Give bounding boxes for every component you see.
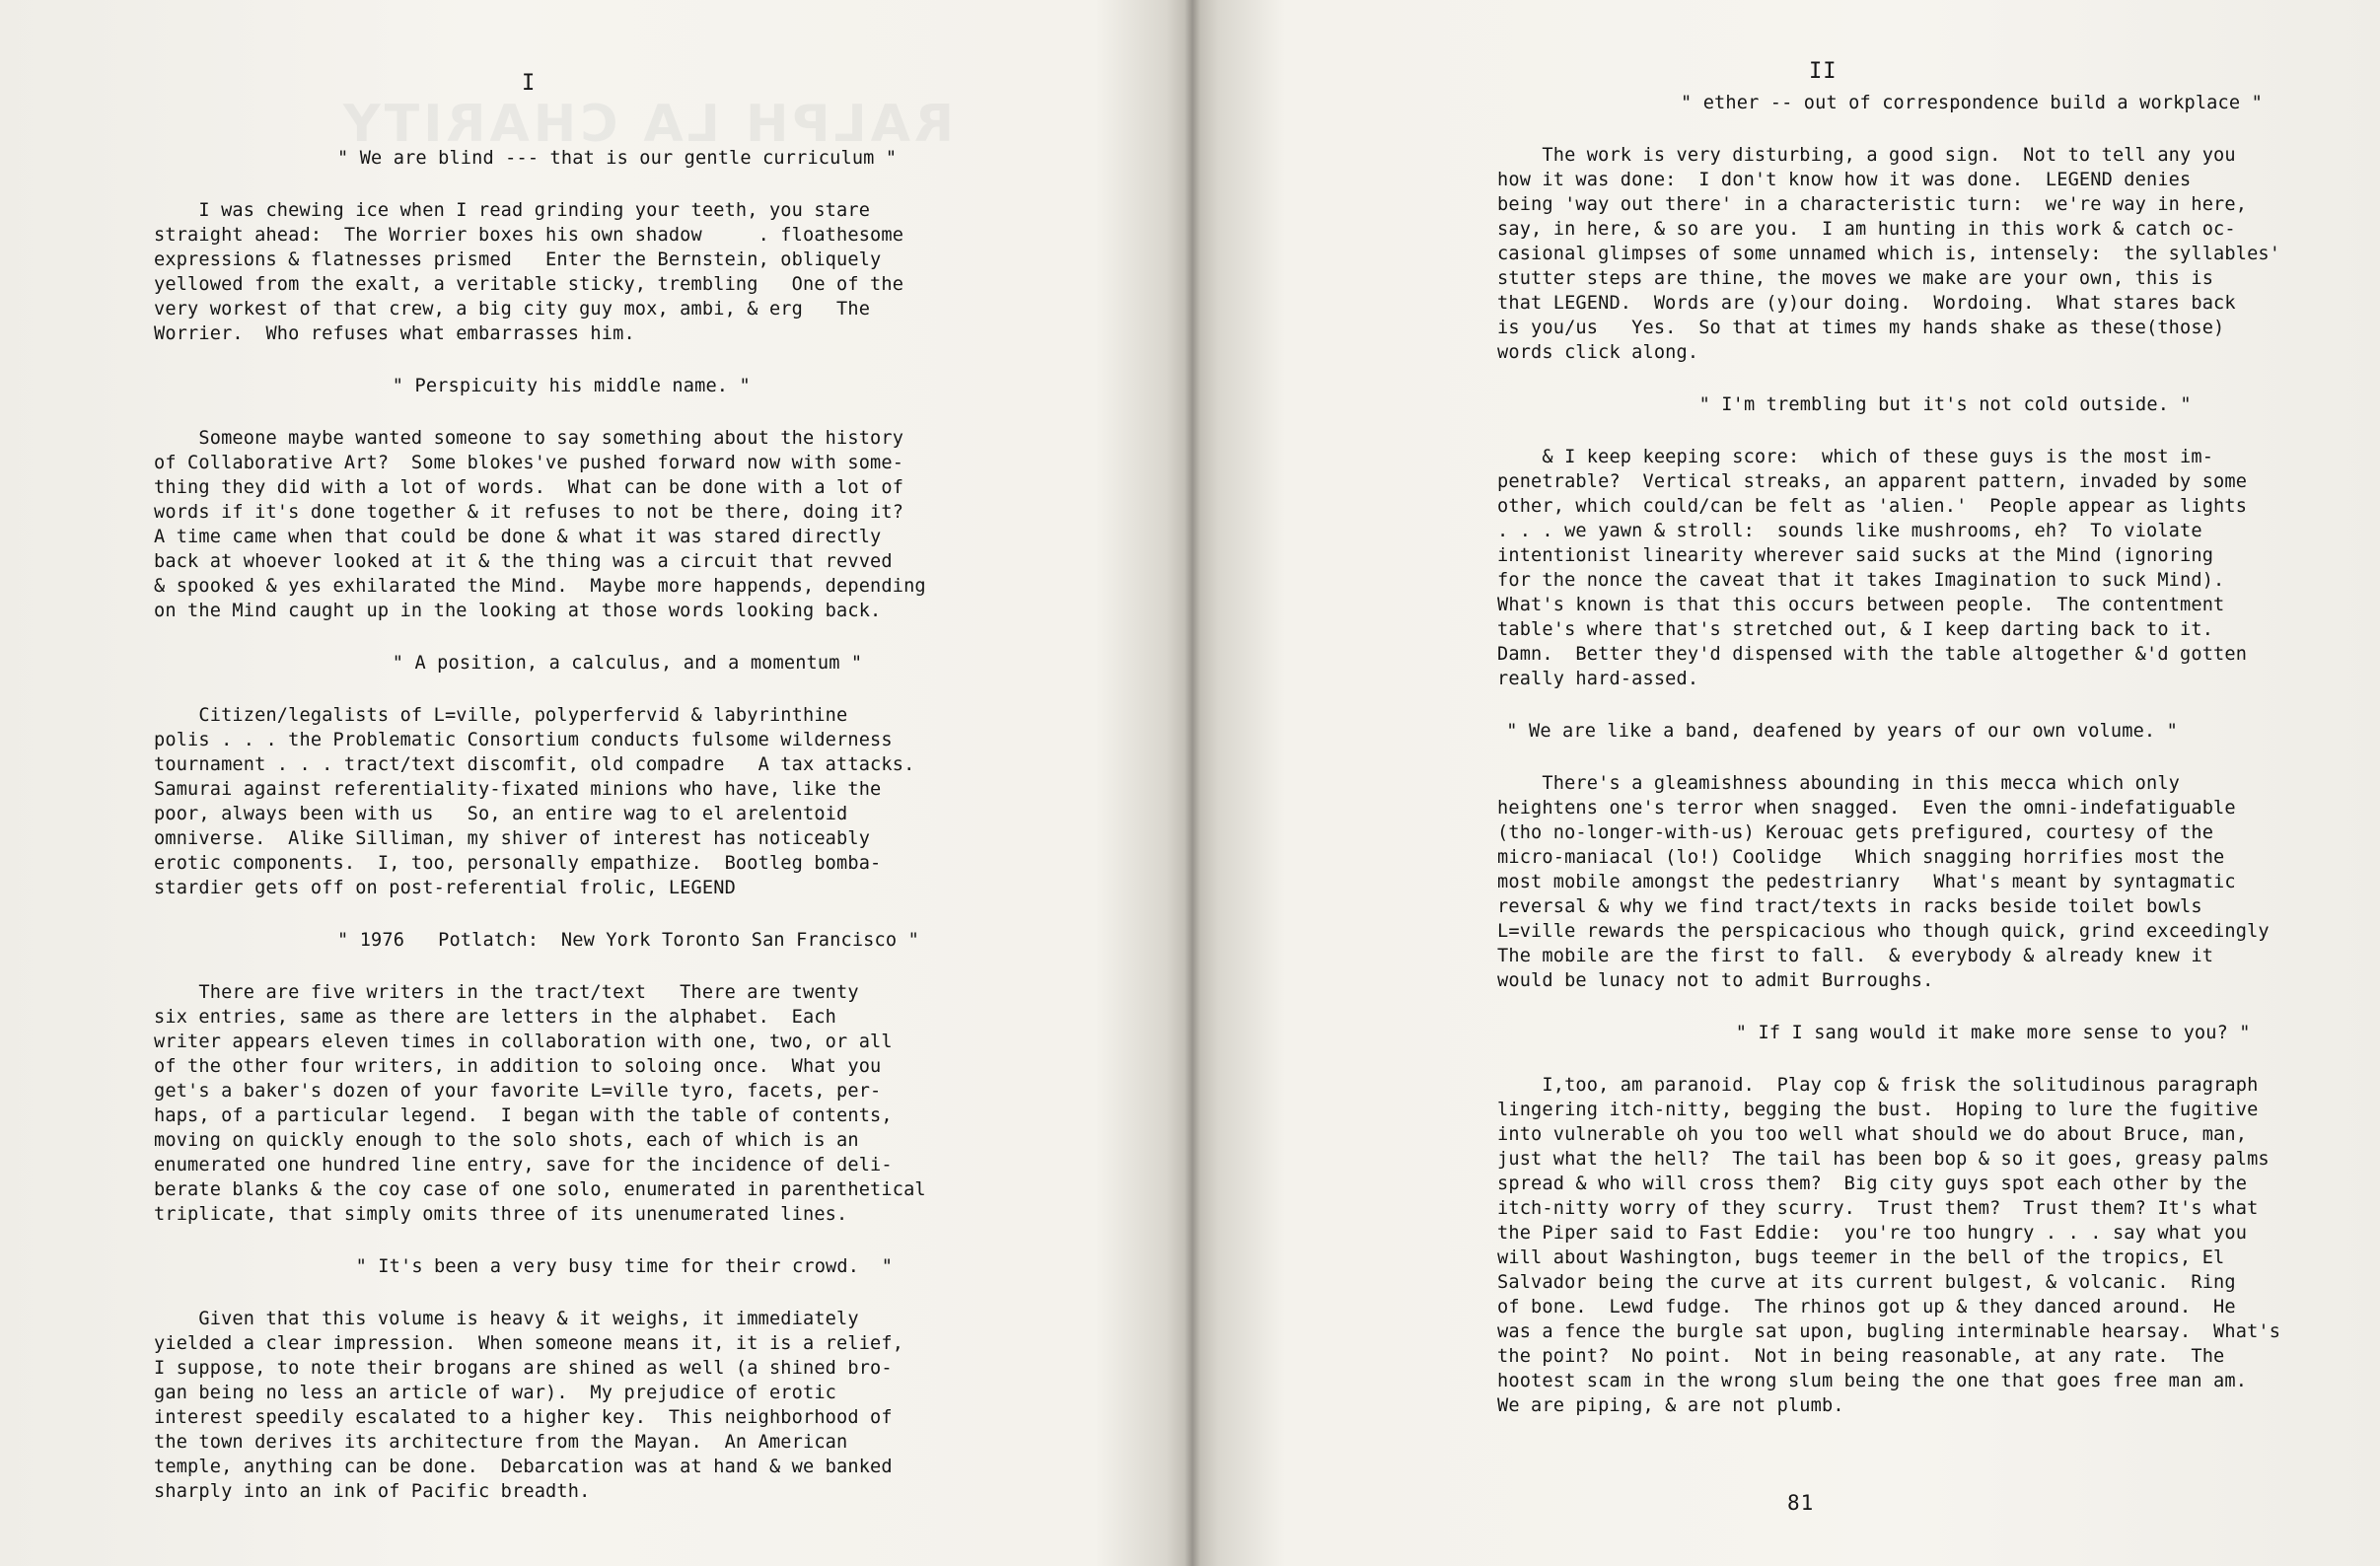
text-line: would be lunacy not to admit Burroughs. [1497,970,1934,991]
text-line: Damn. Better they'd dispensed with the table altogether &'d gotten [1497,644,2248,665]
text-line: moving on quickly enough to the solo shots, each of which is an [154,1130,859,1151]
text-line: gan being no less an article of war). My prejudice of erotic [154,1383,837,1403]
paragraph-gap [1497,115,2365,143]
text-line: What's known is that this occurs between people. The contentment [1497,595,2225,615]
text-line: sharply into an ink of Pacific breadth. [154,1481,591,1502]
text-line: & spooked & yes exhilarated the Mind. Maybe more happends, depending [154,576,926,597]
paragraph-gap [1497,365,2365,392]
paragraph-gap [154,398,1022,426]
text-line: penetrable? Vertical streaks, an apparent pattern, invaded by some [1497,471,2248,492]
text-line: yellowed from the exalt, a veritable sticky, trembling One of the [154,274,904,295]
text-line: casional glimpses of some unnamed which is, intensely: the syllables' [1497,244,2281,264]
text-line: Citizen/legalists of L=ville, polyperfervid & labyrinthine [154,705,848,726]
text-line: yielded a clear impression. When someone means it, it is a relief, [154,1333,904,1354]
text-line: triplicate, that simply omits three of its unenumerated lines. [154,1204,848,1225]
text-line: words if it's done together & it refuses to not be there, doing it? [154,502,904,523]
page-folio: 81 [1787,1491,1815,1515]
text-line: micro-maniacal (lo!) Coolidge Which snagging horrifies most the [1497,847,2225,868]
paragraph-gap [154,900,1022,928]
text-line: expressions & flatnesses prismed Enter the Bernstein, obliquely [154,249,882,270]
text-line: the town derives its architecture from the Mayan. An American [154,1432,848,1453]
text-line: Worrier. Who refuses what embarrasses him. [154,323,635,344]
text-line: (tho no-longer-with-us) Kerouac gets prefigured, courtesy of the [1497,822,2214,843]
paragraph-gap [154,171,1022,198]
right-page-text [1497,93,2365,1418]
paragraph-gap [1497,691,2365,719]
section-epigraph: " If I sang would it make more sense to you? " [1735,1023,2251,1043]
text-line: A time came when that could be done & what it was stared directly [154,527,882,547]
text-line: for the nonce the caveat that it takes Imagination to suck Mind). [1497,570,2225,591]
text-line: spread & who will cross them? Big city guys spot each other by the [1497,1174,2248,1194]
left-page-number: I [522,71,537,96]
text-line: really hard-assed. [1497,669,1699,689]
bleed-through-text: RALPH LA CHARITY [339,95,955,154]
section-epigraph: " We are blind --- that is our gentle curriculum " [337,148,898,169]
text-line: intentionist linearity wherever said sucks at the Mind (ignoring [1497,545,2214,566]
section-epigraph: " ether -- out of correspondence build a workplace " [1681,93,2263,113]
text-line: We are piping, & are not plumb. [1497,1395,1844,1416]
text-line: & I keep keeping score: which of these guys is the most im- [1497,447,2214,467]
section-epigraph: " We are like a band, deafened by years of our own volume. " [1506,721,2178,742]
text-line: other, which could/can be felt as 'alien.' People appear as lights [1497,496,2248,517]
text-line: of bone. Lewd fudge. The rhinos got up & they danced around. He [1497,1297,2236,1317]
text-line: get's a baker's dozen of your favorite L=ville tyro, facets, per- [154,1081,882,1102]
section-epigraph: " I'm trembling but it's not cold outside. " [1698,394,2192,415]
left-page-text [154,146,1022,1504]
text-line: the Piper said to Fast Eddie: you're too hungry . . . say what you [1497,1223,2248,1244]
paragraph-gap [154,676,1022,703]
paragraph-gap [154,1227,1022,1254]
text-line: The work is very disturbing, a good sign. Not to tell any you [1497,145,2236,166]
paragraph-gap [154,623,1022,651]
text-line: that LEGEND. Words are (y)our doing. Wordoing. What stares back [1497,293,2236,314]
text-line: There are five writers in the tract/text There are twenty [154,982,859,1003]
text-line: of Collaborative Art? Some blokes've pushed forward now with some- [154,453,904,473]
text-line: erotic components. I, too, personally empathize. Bootleg bomba- [154,853,882,874]
paragraph-gap [154,1279,1022,1307]
text-line: Samurai against referentiality-fixated minions who have, like the [154,779,882,800]
text-line: haps, of a particular legend. I began with the table of contents, [154,1105,893,1126]
paragraph-gap [1497,744,2365,771]
paragraph-gap [1497,993,2365,1021]
text-line: omniverse. Alike Silliman, my shiver of interest has noticeably [154,828,871,849]
right-page-number: II [1809,59,1838,84]
text-line: being 'way out there' in a characteristic turn: we're way in here, [1497,194,2248,215]
text-line: There's a gleamishness abounding in this mecca which only [1497,773,2181,794]
section-epigraph: " Perspicuity his middle name. " [392,376,751,396]
text-line: was a fence the burgle sat upon, bugling interminable hearsay. What's [1497,1321,2281,1342]
text-line: temple, anything can be done. Debarcation was at hand & we banked [154,1457,893,1477]
section-epigraph: " A position, a calculus, and a momentum " [392,653,863,674]
text-line: reversal & why we find tract/texts in racks beside toilet bowls [1497,896,2202,917]
section-epigraph: " It's been a very busy time for their crowd. " [355,1256,894,1277]
text-line: I,too, am paranoid. Play cop & frisk the solitudinous paragraph [1497,1075,2259,1096]
text-line: . . . we yawn & stroll: sounds like mushrooms, eh? To violate [1497,521,2202,541]
text-line: just what the hell? The tail has been bop & so it goes, greasy palms [1497,1149,2270,1170]
text-line: polis . . . the Problematic Consortium conducts fulsome wilderness [154,730,893,750]
text-line: very workest of that crew, a big city guy mox, ambi, & erg The [154,299,871,320]
right-page [1195,0,2380,1566]
text-line: interest speedily escalated to a higher key. This neighborhood of [154,1407,893,1428]
paragraph-gap [154,953,1022,980]
text-line: back at whoever looked at it & the thing was a circuit that revved [154,551,893,572]
text-line: Someone maybe wanted someone to say something about the history [154,428,904,449]
text-line: thing they did with a lot of words. What can be done with a lot of [154,477,904,498]
text-line: into vulnerable oh you too well what should we do about Bruce, man, [1497,1124,2248,1145]
text-line: words click along. [1497,342,1699,363]
text-line: the point? No point. Not in being reasonable, at any rate. The [1497,1346,2225,1367]
text-line: table's where that's stretched out, & I keep darting back to it. [1497,619,2214,640]
text-line: Salvador being the curve at its current bulgest, & volcanic. Ring [1497,1272,2236,1293]
text-line: straight ahead: The Worrier boxes his own shadow . floathesome [154,225,904,246]
text-line: say, in here, & so are you. I am hunting in this work & catch oc- [1497,219,2236,240]
text-line: stardier gets off on post-referential frolic, LEGEND [154,878,736,898]
text-line: how it was done: I don't know how it was done. LEGEND denies [1497,170,2192,190]
text-line: I suppose, to note their brogans are shined as well (a shined bro- [154,1358,893,1379]
paragraph-gap [1497,1045,2365,1073]
text-line: stutter steps are thine, the moves we make are your own, this is [1497,268,2214,289]
text-line: poor, always been with us So, an entire wag to el arelentoid [154,804,848,824]
text-line: The mobile are the first to fall. & everybody & already knew it [1497,946,2214,966]
text-line: enumerated one hundred line entry, save for the incidence of deli- [154,1155,893,1175]
text-line: of the other four writers, in addition to soloing once. What you [154,1056,882,1077]
text-line: most mobile amongst the pedestrianry What's meant by syntagmatic [1497,872,2236,892]
text-line: L=ville rewards the perspicacious who though quick, grind exceedingly [1497,921,2270,942]
text-line: lingering itch-nitty, begging the bust. Hoping to lure the fugitive [1497,1100,2259,1120]
text-line: I was chewing ice when I read grinding your teeth, you stare [154,200,871,221]
text-line: Given that this volume is heavy & it weighs, it immediately [154,1309,859,1329]
section-epigraph: " 1976 Potlatch: New York Toronto San Francisco " [337,930,919,951]
text-line: itch-nitty worry of they scurry. Trust them? Trust them? It's what [1497,1198,2259,1219]
paragraph-gap [154,346,1022,374]
paragraph-gap [1497,417,2365,445]
text-line: hootest scam in the wrong slum being the one that goes free man am. [1497,1371,2248,1391]
text-line: tournament . . . tract/text discomfit, old compadre A tax attacks. [154,754,915,775]
left-page [0,0,1189,1566]
text-line: will about Washington, bugs teemer in the bell of the tropics, El [1497,1247,2225,1268]
text-line: is you/us Yes. So that at times my hands shake as these(those) [1497,318,2225,338]
text-line: six entries, same as there are letters in the alphabet. Each [154,1007,837,1028]
text-line: heightens one's terror when snagged. Even the omni-indefatiguable [1497,798,2236,819]
text-line: on the Mind caught up in the looking at those words looking back. [154,601,882,621]
text-line: writer appears eleven times in collaboration with one, two, or all [154,1032,893,1052]
text-line: berate blanks & the coy case of one solo, enumerated in parenthetical [154,1179,926,1200]
